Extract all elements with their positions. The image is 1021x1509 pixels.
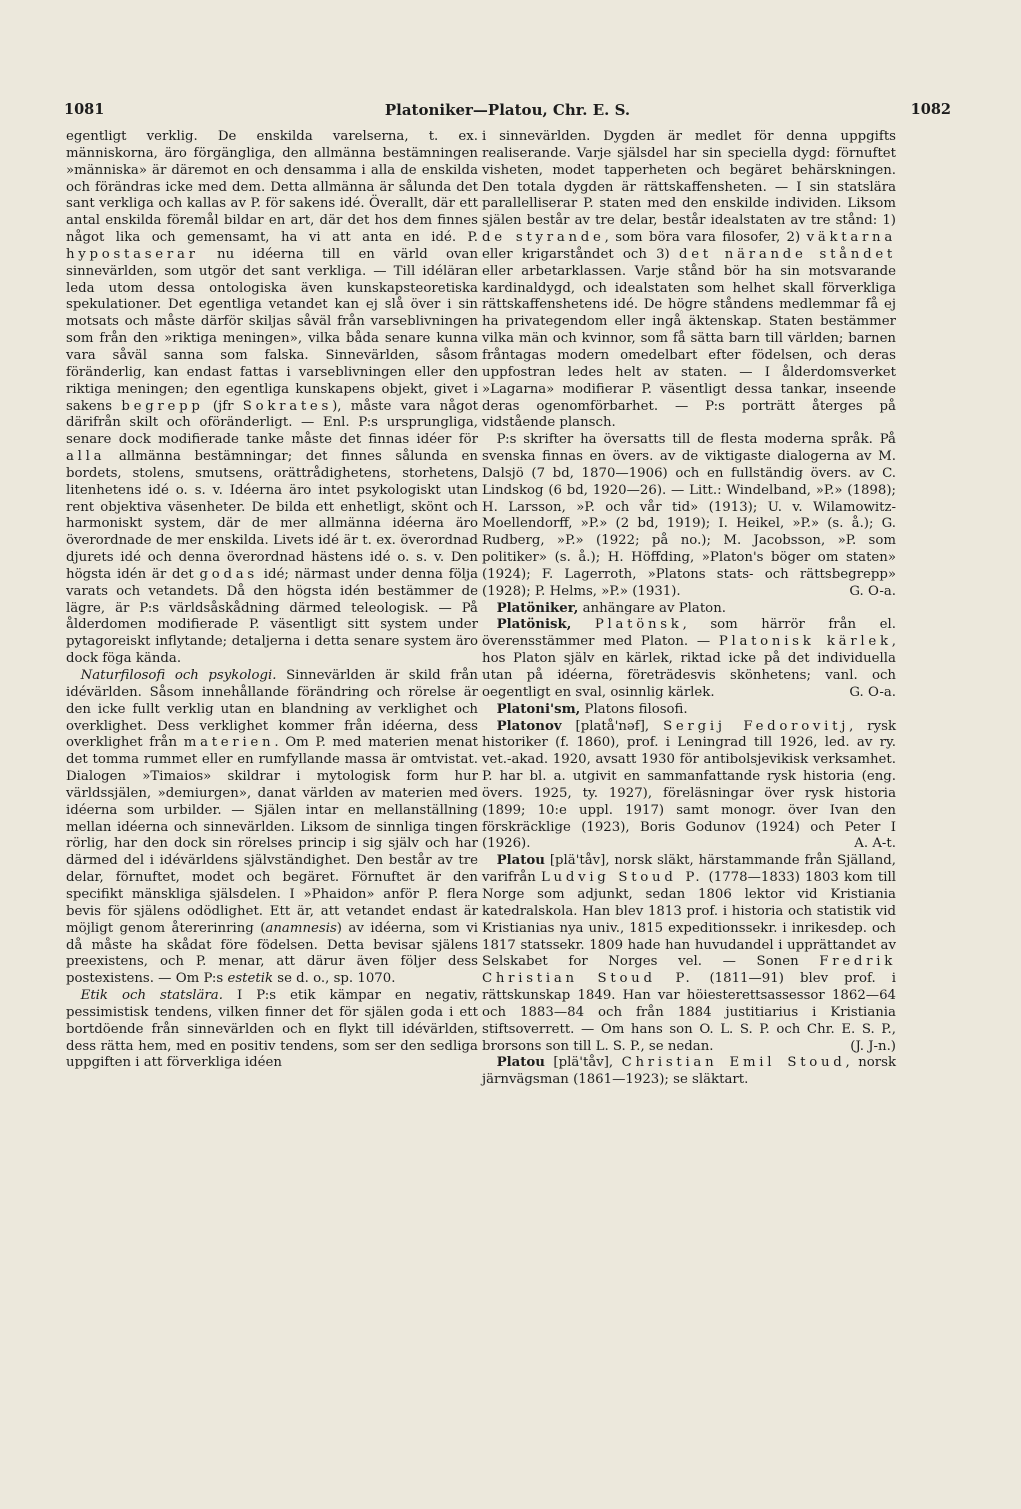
running-title: Platoniker—Platou, Chr. E. S. [384,101,631,119]
signature: A. A-t. [854,836,896,852]
paragraph: egentligt verklig. De enskilda varelserna, t. ex. människorna, äro förgängliga, den allmänna bestämningen »människa» är däremot en och densamma i alla de enskilda och förändras icke med dem. Detta allmänna är sålunda det sant verkliga och kallas av P. för sakens idé. Överallt, där ett antal enskilda föremål bildar en art, där det hos dem finnes något lika och gemensamt, ha vi att anta en idé. P. hypostaserar nu idéerna till en värld ovan sinnevärlden, som utgör det sant verkliga. — Till idéläran leda utom dessa ontologiska även kunskapsteoretiska spekulationer. Det egentliga vetandet kan ej slå över i sin motsats och måste därför skiljas såväl från varseblivningen som från den »riktiga meningen», vilka båda senare kunna vara såväl sanna som falska. Sinnevärlden, såsom föränderlig, kan endast fattas i varseblivningen eller den riktiga meningen; den egentliga kunskapens objekt, givet i sakens begrepp (jfr Sokrates), måste vara något därifrån skilt och oföränderligt. — Enl. P:s ursprungliga, senare dock modifierade tanke måste det finnas idéer för alla allmänna bestämningar; det finnes sålunda en bordets, stolens, smutsens, orättrådighetens, storhetens, litenhetens idé o. s. v. Idéerna äro intet psykologiskt utan rent objektiva väsenheter. De bilda ett enhetligt, skönt och harmoniskt system, där de mer allmänna idéerna äro överordnade de mer enskilda. Livets idé är t. ex. överordnad djurets idé och denna överordnad hästens idé o. s. v. Den högsta idén är det godas idé; närmast under denna följa varats och vetandets. Då den högsta idén bestämmer de lägre, är P:s världsåskådning därmed teleologisk. — På ålderdomen modifierade P. väsentligt sitt system under pytagoreiskt inflytande; detaljerna i detta senare system äro dock föga kända. [66,129,479,667]
signature: G. O-a. [849,583,896,599]
entry: Platöniker, anhängare av Platon. [496,600,726,616]
page-number-right: 1082 [910,101,951,118]
right-column [482,129,896,1089]
left-column [66,129,478,1072]
paragraph: Naturfilosofi och psykologi. Sinnevärlden är skild från idévärlden. Såsom innehållande förändring och rörelse är den icke fullt verklig utan en blandning av verklighet och overklighet. Dess verklighet kommer från idéerna, dess overklighet från materien. Om P. med materien menat det tomma rummet eller en rumfyllande massa är omtvistat. Dialogen »Timaios» skildrar i mytologisk form hur världssjälen, »demiurgen», danat världen av materien med idéerna som urbilder. — Själen intar en mellanställning mellan idéerna och sinnevärlden. Liksom de sinnliga tingen rörlig, har den dock sin rörelses princip i sig själv och har därmed del i idévärldens självständighet. Den består av tre delar, förnuftet, modet och begäret. Förnuftet är den specifikt mänskliga själsdelen. I »Phaidon» anför P. flera bevis för själens odödlighet. Ett är, att vetandet endast är möjligt genom återerinring (anamnesis) av idéerna, som vi då måste ha skådat före födelsen. Detta bevisar själens preexistens, och P. menar, att därur även följer dess postexistens. — Om P:s estetik se d. o., sp. 1070. [66,668,479,987]
headword: Platou [496,1055,545,1071]
headword: Platönisk, [496,617,572,633]
headword: Platou [496,853,545,869]
page-number-left: 1081 [64,101,105,118]
entry: Platönisk, Platönsk, som härrör från el. överensstämmer med Platon. — Platonisk kärlek, hos Platon själv en kärlek, riktad icke på det individuella utan på idéerna, företrädesvis skönhetens; vanl. och oegentligt en sval, osinnlig kärlek. G. O-a. [482,617,896,700]
entry: Platonov [platå'nəf], Sergij Fedorovitj, rysk historiker (f. 1860), prof. i Leningrad till 1926, led. av ry. vet.-akad. 1920, avsatt 1930 för antibolsjevikisk verksamhet. P. har bl. a. utgivit en sammanfattande rysk historia (eng. övers. 1925, ty. 1927), föreläsningar över rysk historia (1899; 10:e uppl. 1917) samt monogr. över Ivan den förskräcklige (1923), Boris Godunov (1924) och Peter I (1926). A. A-t. [482,718,896,852]
signature: G. O-a. [849,684,896,700]
entry: Platou [plä'tåv], norsk släkt, härstammande från Själland, varifrån Ludvig Stoud P. (1778—1833) 1803 kom till Norge som adjunkt, sedan 1806 lektor vid Kristiania katedralskola. Han blev 1813 prof. i historia och statistik vid Kristianias nya univ., 1815 expeditionssekr. i inrikesdep. och 1817 statssekr. 1809 hade han huvudandel i upprättandet av Selskabet for Norges vel. — Sonen Fredrik Christian Stoud P. (1811—91) blev prof. i rättskunskap 1849. Han var höiesterettsassessor 1862—64 och 1883—84 och från 1884 justitiarius i Kristiania stiftsoverrett. — Om hans son O. L. S. P. och Chr. E. S. P., brorsons son till L. S. P., se nedan. (J. J-n.) [482,853,896,1054]
paragraph: P:s skrifter ha översatts till de flesta moderna språk. På svenska finnas en övers. av de viktigaste dialogerna av M. Dalsjö (7 bd, 1870—1906) och en fullständig övers. av C. Lindskog (6 bd, 1920—26). — Litt.: Windelband, »P.» (1898); H. Larsson, »P. och vår tid» (1913); U. v. Wilamowitz-Moellendorff, »P.» (2 bd, 1919); I. Heikel, »P.» (s. å.); G. Rudberg, »P.» (1922; på no.); M. Jacobsson, »P. som politiker» (s. å.); H. Höffding, »Platon's böger om staten» (1924); F. Lagerroth, »Platons stats- och rättsbegrepp» (1928); P. Helms, »P.» (1931). G. O-a. [482,432,896,599]
entry: Platou [plä'tåv], Christian Emil Stoud, norsk järnvägsman (1861—1923); se släktart. [482,1055,897,1088]
headword: Platoni'sm, [496,701,581,717]
headword: Platöniker, [496,600,579,616]
signature: (J. J-n.) [850,1038,896,1054]
headword: Platonov [496,718,562,734]
entry: Platoni'sm, Platons filosofi. [496,701,688,717]
paragraph: i sinnevärlden. Dygden är medlet för denna uppgifts realiserande. Varje själsdel har sin speciella dygd: förnuftet visheten, modet tapperheten och begäret behärskningen. Den totala dygden är rättskaffensheten. — I sin statslära parallelliserar P. staten med den enskilde individen. Liksom själen består av tre delar, består idealstaten av tre stånd: 1) de styrande, som böra vara filosofer, 2) väktarna eller krigarståndet och 3) det närande ståndet eller arbetarklassen. Varje stånd bör ha sin motsvarande kardinaldygd, och idealstaten som helhet skall förverkliga rättskaffenshetens idé. De högre ståndens medlemmar få ej ha privategendom eller ingå äktenskap. Staten bestämmer vilka män och kvinnor, som få sätta barn till världen; barnen fråntagas modern omedelbart efter födelsen, och deras uppfostran ledes helt av staten. — I ålderdomsverket »Lagarna» modifierar P. väsentligt dessa tankar, inseende deras ogenomförbarhet. — P:s porträtt återges på vidstående plansch. [482,129,896,431]
paragraph: Etik och statslära. I P:s etik kämpar en negativ, pessimistisk tendens, vilken finner det för själen goda i ett bortdöende från sinnevärlden och en flykt till idévärlden, dess rätta hem, med en positiv tendens, som ser den sedliga uppgiften i att förverkliga idéen [66,988,478,1071]
page-header [64,101,951,123]
